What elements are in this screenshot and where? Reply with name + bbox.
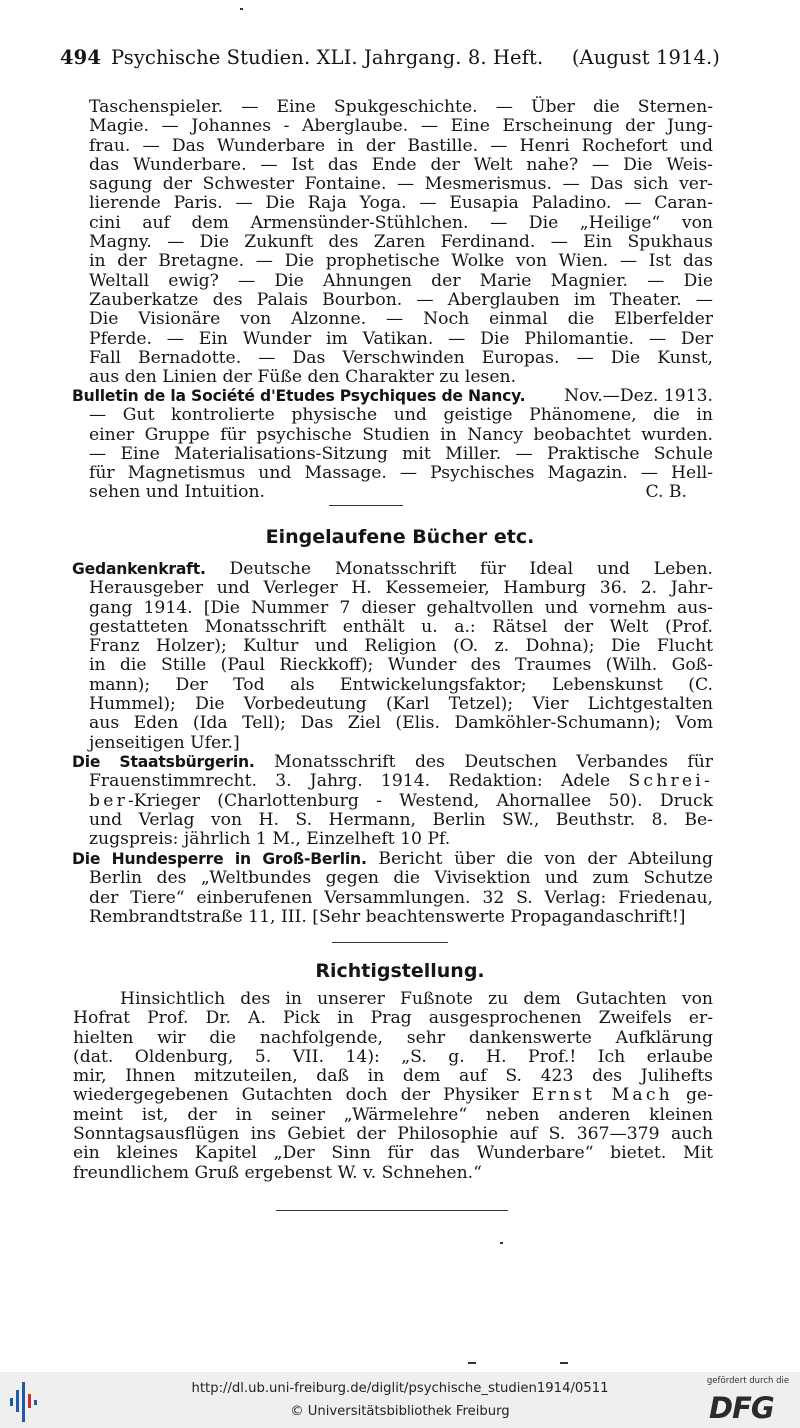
text-line: sehen und Intuition. xyxy=(89,482,265,503)
bulletin-last-line xyxy=(89,483,713,502)
text-line: freundlichem Gruß ergebenst W. v. Schnehen.“ xyxy=(73,1162,482,1183)
book-entry-gedankenkraft xyxy=(72,560,713,753)
bulletin-entry xyxy=(72,387,713,503)
scan-speck xyxy=(560,1362,568,1364)
page-number: 494 xyxy=(60,46,102,69)
signature: C. B. xyxy=(645,482,687,503)
text-line: Hinsichtlich des in unserer Fußnote zu dem Gutachten von xyxy=(120,989,713,1009)
continuation-paragraph xyxy=(89,98,713,387)
books-heading: Eingelaufene Bücher etc. xyxy=(265,526,535,548)
text-line: — Eine Materialisations-Sitzung mit Miller. — Praktische Schule xyxy=(89,443,713,464)
text-line: cini auf dem Armensünder-Stühlchen. — Die „Heilige“ von xyxy=(89,212,713,233)
text-line: Magie. — Johannes - Aberglaube. — Eine Erscheinung der Jung- xyxy=(89,116,713,137)
text-line: wiedergegebenen Gutachten doch der Physiker Ernst Mach ge- xyxy=(73,1085,713,1106)
text-line: Taschenspieler. — Eine Spukgeschichte. — Über die Sternen- xyxy=(89,97,713,117)
dfg-tagline: gefördert durch die xyxy=(706,1376,790,1386)
text-line: der Tiere“ einberufenen Versammlungen. 32 S. Verlag: Friedenau, xyxy=(89,887,713,908)
text-line: in die Stille (Paul Rieckkoff); Wunder des Traumes (Wilh. Goß- xyxy=(89,655,713,676)
text-line: Zauberkatze des Palais Bourbon. — Aberglauben im Theater. — xyxy=(89,289,713,310)
dfg-logo: DFG xyxy=(709,1391,774,1425)
entry-first-line: Die Staatsbürgerin. Monatsschrift des Deutschen Verbandes für xyxy=(72,752,714,772)
text-line: gestatteten Monatsschrift enthält u. a.: Rätsel der Welt (Prof. xyxy=(89,616,713,637)
text-line: Magny. — Die Zukunft des Zaren Ferdinand. — Ein Spukhaus xyxy=(89,232,713,253)
text-line: Fall Bernadotte. — Das Verschwinden Europas. — Die Kunst, xyxy=(89,347,713,368)
text-line: Frauenstimmrecht. 3. Jahrg. 1914. Redaktion: Adele Schrei- xyxy=(89,771,713,792)
copyright-notice: © Universitätsbibliothek Freiburg xyxy=(290,1404,510,1419)
issue-date: (August 1914.) xyxy=(571,46,720,69)
correction-paragraph xyxy=(73,990,713,1183)
text-line: ein kleines Kapitel „Der Sinn für das Wunderbare“ bietet. Mit xyxy=(73,1143,713,1164)
text-line: das Wunderbare. — Ist das Ende der Welt nahe? — Die Weis- xyxy=(89,154,713,175)
entry-first-line: Die Hundesperre in Groß-Berlin. Bericht über die von der Abteilung xyxy=(72,849,713,869)
text-line: Berlin des „Weltbundes gegen die Vivisektion und zum Schutze xyxy=(89,868,713,889)
spaced-name: ber xyxy=(89,790,128,811)
text-line: Herausgeber und Verleger H. Kessemeier, Hamburg 36. 2. Jahr- xyxy=(89,578,713,599)
text-line: Hofrat Prof. Dr. A. Pick in Prag ausgesprochenen Zweifels er- xyxy=(73,1008,713,1029)
bulletin-title: Bulletin de la Société d'Etudes Psychiques de Nancy. xyxy=(72,387,526,405)
separator-rule xyxy=(276,1210,508,1211)
text-line: zugspreis: jährlich 1 M., Einzelheft 10 Pf. xyxy=(89,829,451,850)
text-line: Hummel); Die Vorbedeutung (Karl Tetzel); Vier Lichtgestalten xyxy=(89,694,713,715)
text-line: hielten wir die nachfolgende, sehr dankenswerte Aufklärung xyxy=(73,1027,713,1048)
correction-heading: Richtigstellung. xyxy=(315,960,485,982)
text-line: aus Eden (Ida Tell); Das Ziel (Elis. Damköhler-Schumann); Vom xyxy=(89,713,713,734)
spaced-name: Ernst Mach xyxy=(531,1085,673,1106)
spaced-name: Schrei- xyxy=(628,771,713,792)
text-line: (dat. Oldenburg, 5. VII. 14): „S. g. H. Prof.! Ich erlaube xyxy=(73,1046,713,1067)
separator-rule xyxy=(329,505,403,506)
text-line: Rembrandtstraße 11, III. [Sehr beachtenswerte Propagandaschrift!] xyxy=(89,906,686,927)
text-line: lierende Paris. — Die Raja Yoga. — Eusapia Paladino. — Caran- xyxy=(89,193,713,214)
text-line: aus den Linien der Füße den Charakter zu lesen. xyxy=(89,367,517,388)
text-line: Pferde. — Ein Wunder im Vatikan. — Die Philomantie. — Der xyxy=(89,328,713,349)
entry-title: Die Staatsbürgerin. xyxy=(72,753,255,771)
text-line: Sonntagsausflügen ins Gebiet der Philosophie auf S. 367—379 auch xyxy=(73,1124,713,1145)
scan-speck xyxy=(468,1362,476,1364)
text-line: meint ist, der in seiner „Wärmelehre“ neben anderen kleinen xyxy=(73,1104,713,1125)
text-line: ber-Krieger (Charlottenburg - Westend, Ahornallee 50). Druck xyxy=(89,790,713,811)
running-title: Psychische Studien. XLI. Jahrgang. 8. Heft. xyxy=(111,46,544,69)
text-line: gang 1914. [Die Nummer 7 dieser gehaltvollen und vornehm aus- xyxy=(89,597,713,618)
entry-title: Die Hundesperre in Groß-Berlin. xyxy=(72,850,367,868)
separator-rule xyxy=(332,942,448,943)
text-line: frau. — Das Wunderbare in der Bastille. — Henri Rochefort und xyxy=(89,135,713,156)
entry-title: Gedankenkraft. xyxy=(72,560,206,578)
text-line: Franz Holzer); Kultur und Religion (O. z. Dohna); Die Flucht xyxy=(89,636,713,657)
text-line: für Magnetismus und Massage. — Psychisches Magazin. — Hell- xyxy=(89,463,713,484)
text-line: — Gut kontrolierte physische und geistige Phänomene, die in xyxy=(89,405,713,426)
entry-first-line: Gedankenkraft. Deutsche Monatsschrift für Ideal und Leben. xyxy=(72,559,713,579)
book-entry-hundesperre xyxy=(72,850,713,927)
text-line: in der Bretagne. — Die prophetische Wolke von Wien. — Ist das xyxy=(89,251,713,272)
text-line: Die Visionäre von Alzonne. — Noch einmal die Elberfelder xyxy=(89,309,713,330)
text-line: einer Gruppe für psychische Studien in Nancy beobachtet wurden. xyxy=(89,424,713,445)
text-line: Weltall ewig? — Die Ahnungen der Marie Magnier. — Die xyxy=(89,270,713,291)
scan-speck xyxy=(500,1242,503,1244)
text-line: sagung der Schwester Fontaine. — Mesmerismus. — Das sich ver- xyxy=(89,174,713,195)
book-entry-staatsbuergerin xyxy=(72,753,713,849)
text-line: mir, Ihnen mitzuteilen, daß in dem auf S. 423 des Julihefts xyxy=(73,1066,713,1087)
source-url[interactable]: http://dl.ub.uni-freiburg.de/diglit/psychische_studien1914/0511 xyxy=(191,1381,609,1396)
text-line: mann); Der Tod als Entwickelungsfaktor; Lebenskunst (C. xyxy=(89,674,713,695)
bulletin-date: Nov.—Dez. 1913. xyxy=(564,386,713,406)
bulletin-title-line xyxy=(72,387,713,406)
scan-speck xyxy=(240,8,243,10)
text-line: jenseitigen Ufer.] xyxy=(89,732,240,753)
running-header xyxy=(60,46,720,69)
text-line: und Verlag von H. S. Hermann, Berlin SW., Beuthstr. 8. Be- xyxy=(89,809,713,830)
